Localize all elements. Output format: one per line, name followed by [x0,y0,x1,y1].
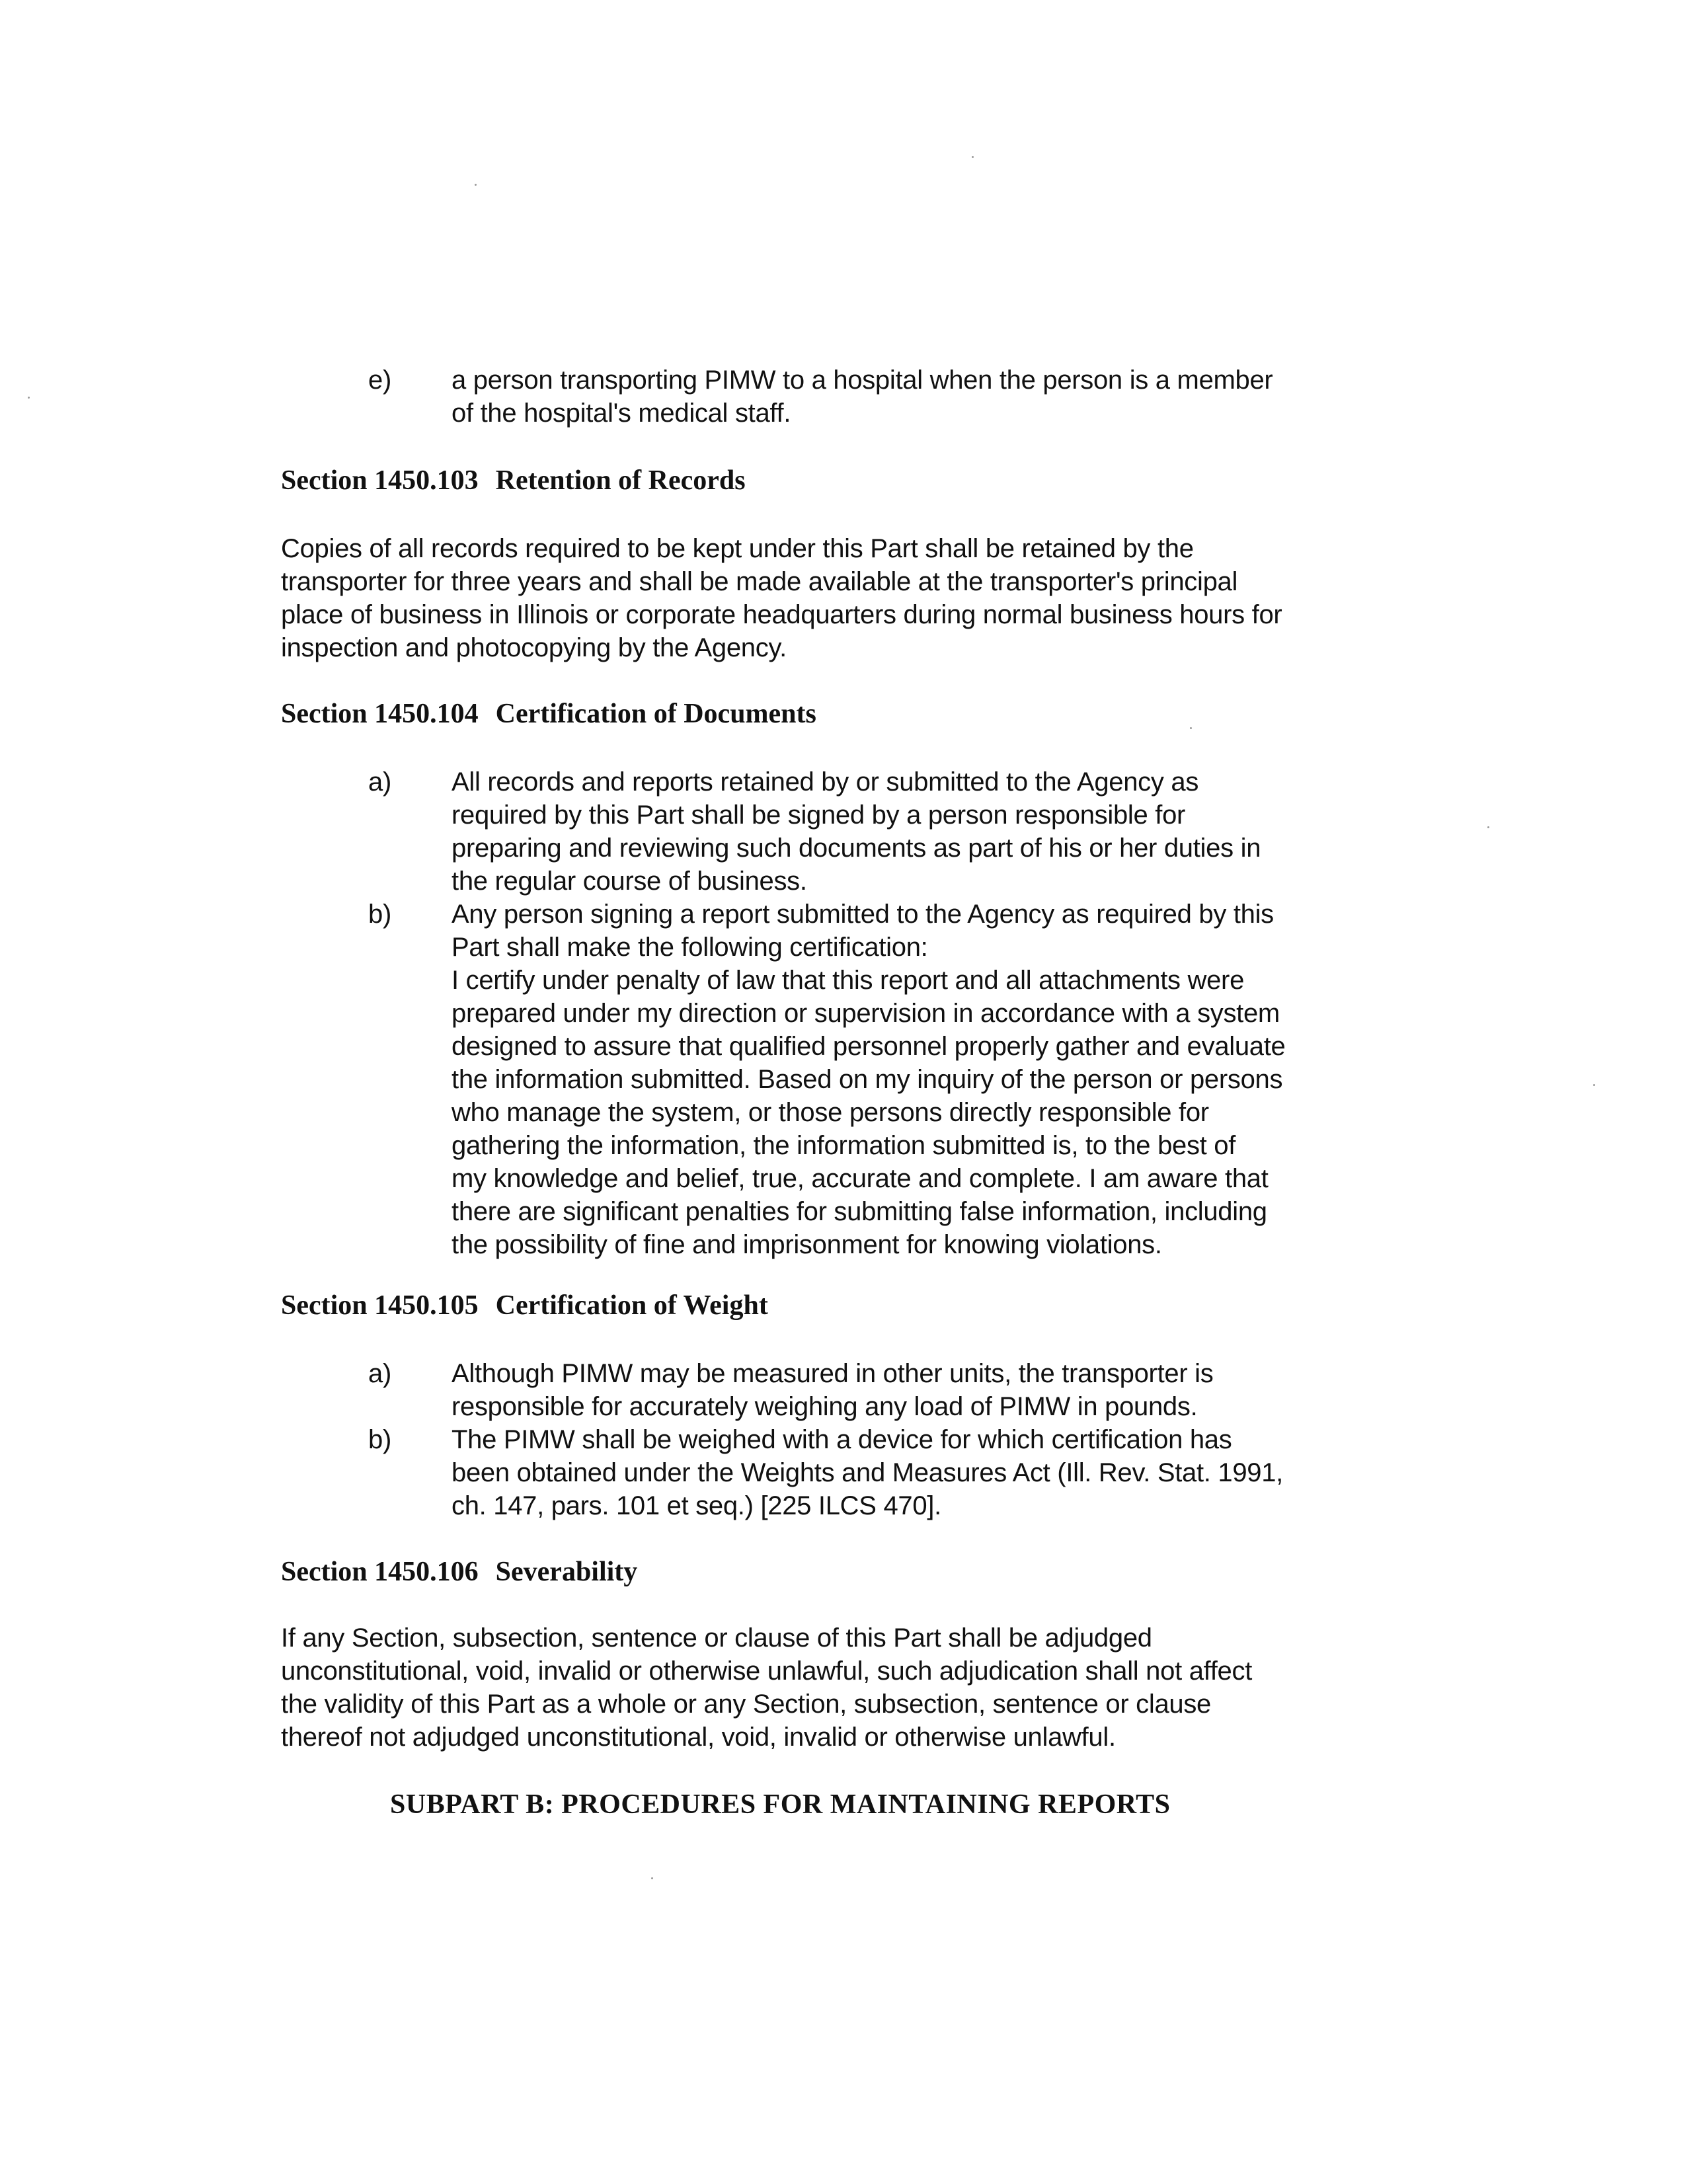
section-number: Section 1450.104 [281,699,479,729]
section-title: Retention of Records [495,465,746,496]
text-line: Although PIMW may be measured in other units, the transporter is [451,1359,1214,1388]
section-number: Section 1450.105 [281,1290,479,1321]
certification-line: I certify under penalty of law that this report and all attachments were [451,966,1245,995]
scan-speck [28,397,30,399]
text-line: been obtained under the Weights and Measures Act (Ill. Rev. Stat. 1991, [451,1458,1283,1487]
certification-line: the information submitted. Based on my inquiry of the person or persons [451,1065,1283,1094]
item-label: b) [368,1425,391,1454]
section-title: Certification of Weight [495,1290,768,1321]
item-label: e) [368,366,391,395]
text-line: the validity of this Part as a whole or any Section, subsection, sentence or clause [281,1690,1211,1719]
text-line: transporter for three years and shall be made available at the transporter's principal [281,567,1238,596]
certification-line: gathering the information, the information submitted is, to the best of [451,1131,1236,1160]
text-line: the regular course of business. [451,867,807,896]
text-line: thereof not adjudged unconstitutional, void, invalid or otherwise unlawful. [281,1723,1116,1752]
item-label: a) [368,767,391,797]
scan-speck [1190,727,1192,729]
section-106-paragraph [281,1621,1312,1754]
text-line: required by this Part shall be signed by a person responsible for [451,800,1186,830]
item-text [451,765,1317,898]
section-title: Severability [495,1557,638,1587]
section-103-heading [281,464,746,497]
certification-line: designed to assure that qualified personnel properly gather and evaluate [451,1032,1286,1061]
section-number: Section 1450.106 [281,1557,479,1587]
text-line: a person transporting PIMW to a hospital when the person is a member [451,366,1273,395]
scan-speck [1487,826,1489,828]
section-number: Section 1450.103 [281,465,479,496]
item-text [451,1423,1317,1522]
section-106-heading [281,1555,637,1588]
certification-line: who manage the system, or those persons directly responsible for [451,1098,1209,1127]
text-line: Copies of all records required to be kept under this Part shall be retained by the [281,534,1194,563]
text-line: inspection and photocopying by the Agency. [281,633,787,662]
text-line: If any Section, subsection, sentence or clause of this Part shall be adjudged [281,1623,1152,1653]
item-text [451,364,1317,430]
section-title: Certification of Documents [495,699,816,729]
scan-speck [651,1877,653,1879]
certification-line: the possibility of fine and imprisonment for knowing violations. [451,1230,1162,1259]
text-line: Any person signing a report submitted to the Agency as required by this [451,900,1274,929]
text-line: The PIMW shall be weighed with a device for which certification has [451,1425,1232,1454]
certification-line: there are significant penalties for submitting false information, including [451,1197,1267,1226]
certification-line: my knowledge and belief, true, accurate and complete. I am aware that [451,1164,1269,1193]
text-line: ch. 147, pars. 101 et seq.) [225 ILCS 470]. [451,1491,941,1520]
text-line: responsible for accurately weighing any load of PIMW in pounds. [451,1392,1198,1421]
text-line: unconstitutional, void, invalid or otherwise unlawful, such adjudication shall not affect [281,1657,1253,1686]
text-line: All records and reports retained by or submitted to the Agency as [451,767,1199,797]
item-label: b) [368,900,391,929]
text-line: place of business in Illinois or corporate headquarters during normal business hours for [281,600,1282,629]
section-104-heading [281,697,816,730]
section-103-paragraph [281,532,1312,664]
subpart-b-heading: SUBPART B: PROCEDURES FOR MAINTAINING REPORTS [390,1789,1171,1820]
section-105-heading [281,1289,768,1322]
text-line: of the hospital's medical staff. [451,399,791,428]
item-label: a) [368,1359,391,1388]
text-line: Part shall make the following certification: [451,933,928,962]
item-text [451,898,1317,1261]
scan-speck [972,156,974,158]
certification-line: prepared under my direction or supervision in accordance with a system [451,999,1280,1028]
scan-speck [1593,1084,1595,1086]
item-text [451,1357,1317,1423]
scan-speck [475,184,477,186]
text-line: preparing and reviewing such documents as part of his or her duties in [451,834,1261,863]
